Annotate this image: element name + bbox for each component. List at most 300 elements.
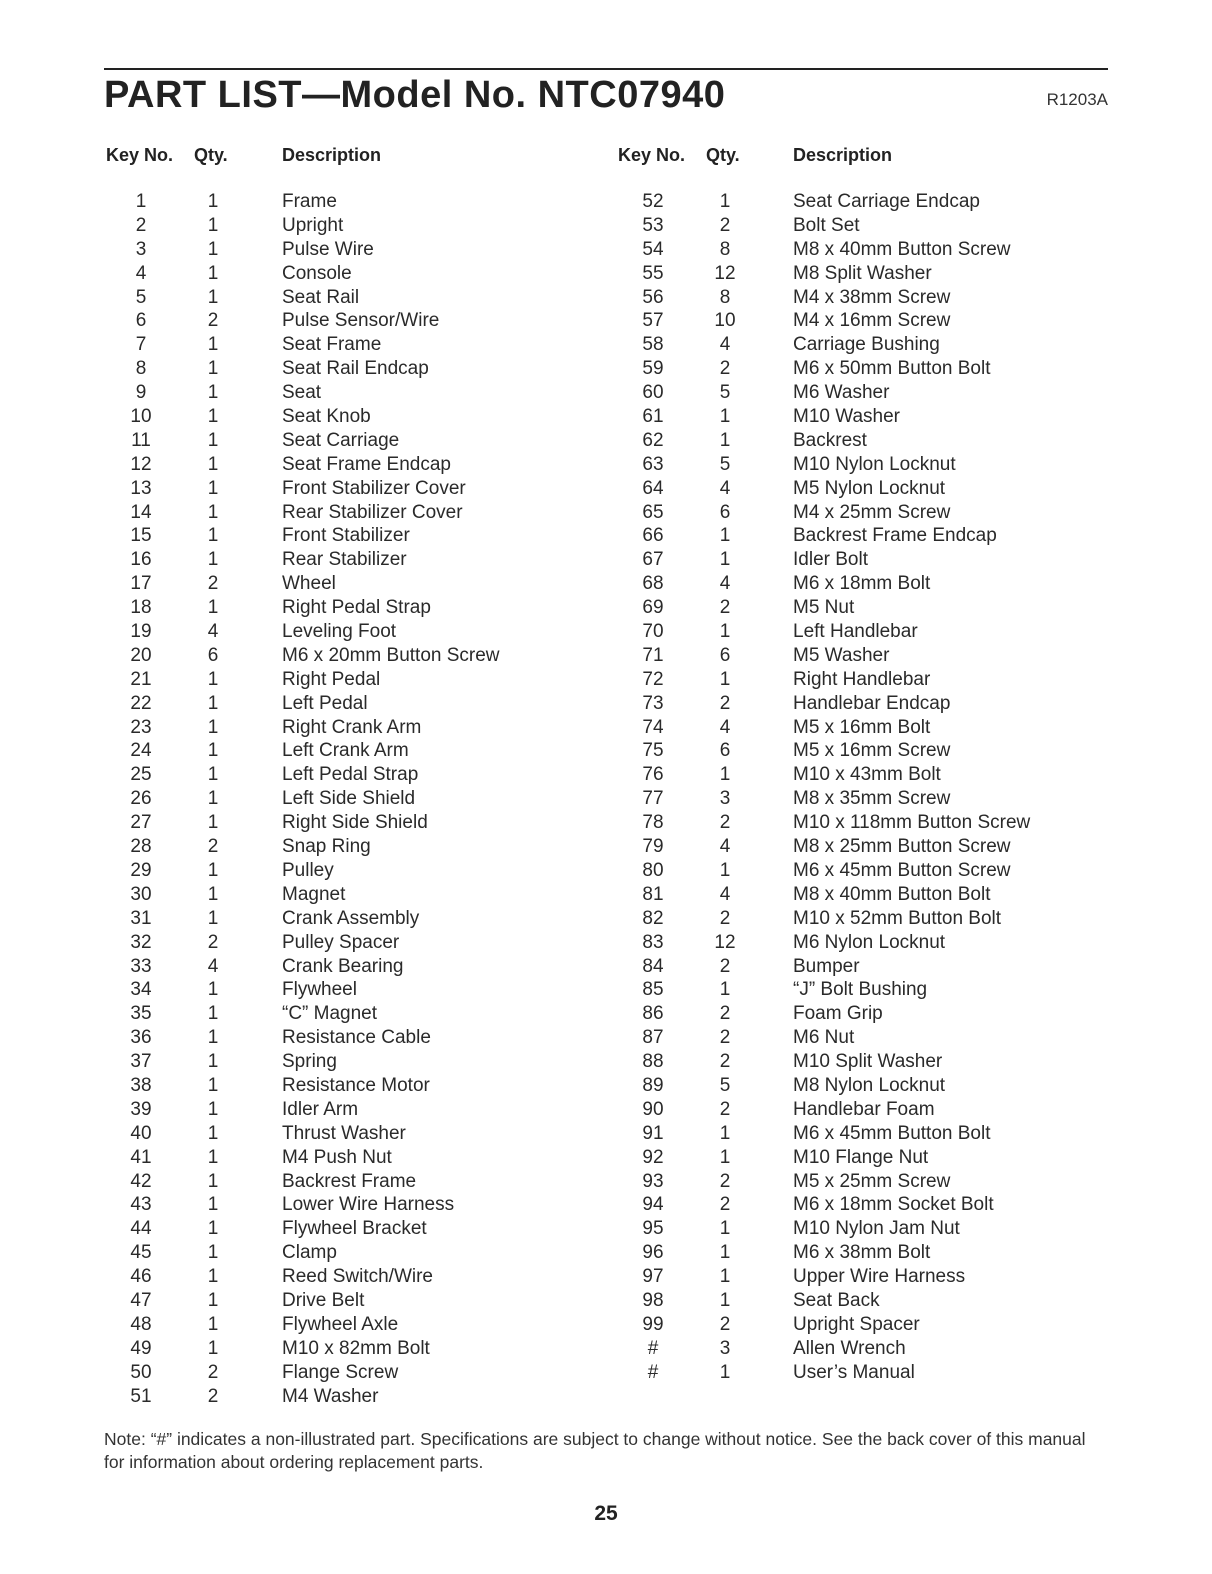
quantity: 4	[719, 334, 731, 356]
key-number: 23	[130, 716, 152, 738]
table-row	[118, 1193, 618, 1217]
key-number: 75	[642, 740, 664, 762]
part-description: Seat	[282, 382, 322, 404]
part-description: Rear Stabilizer Cover	[282, 501, 463, 523]
quantity: 4	[719, 573, 731, 595]
table-row	[630, 1074, 1130, 1098]
part-description: Flywheel Bracket	[282, 1218, 427, 1240]
key-number: 6	[135, 310, 147, 332]
table-row	[630, 1026, 1130, 1050]
part-description: M8 x 40mm Button Screw	[793, 238, 1011, 260]
key-number: 63	[642, 453, 664, 475]
quantity: 1	[207, 429, 219, 451]
part-description: Front Stabilizer	[282, 525, 410, 547]
key-number: 58	[642, 334, 664, 356]
key-number: 50	[130, 1361, 152, 1383]
part-description: Left Handlebar	[793, 621, 918, 643]
part-description: M10 x 52mm Button Bolt	[793, 907, 1002, 929]
part-description: Seat Carriage Endcap	[793, 191, 980, 212]
quantity: 1	[207, 1218, 219, 1240]
key-number: 24	[130, 740, 152, 762]
quantity: 1	[719, 549, 731, 571]
table-row	[118, 1050, 618, 1074]
key-number: 68	[642, 573, 664, 595]
table-row	[630, 931, 1130, 955]
part-description: Spring	[282, 1051, 337, 1073]
key-number: 20	[130, 644, 152, 666]
part-description: M6 Nylon Locknut	[793, 931, 946, 953]
table-row	[118, 955, 618, 979]
key-number: 14	[130, 501, 152, 523]
part-description: M10 Washer	[793, 406, 900, 428]
quantity: 1	[207, 1266, 219, 1288]
table-row	[118, 1361, 618, 1385]
table-row	[630, 1265, 1130, 1289]
quantity: 1	[719, 191, 731, 212]
table-row	[118, 405, 618, 429]
quantity: 1	[719, 525, 731, 547]
part-description: M6 x 50mm Button Bolt	[793, 358, 991, 380]
quantity: 2	[719, 1194, 731, 1216]
key-number: 40	[130, 1122, 152, 1144]
table-row	[630, 1170, 1130, 1194]
right-key-header: Key No.	[618, 145, 686, 165]
part-description: M6 x 45mm Button Bolt	[793, 1122, 991, 1144]
table-row	[630, 883, 1130, 907]
part-description: Wheel	[282, 573, 336, 595]
table-row	[630, 548, 1130, 572]
table-row	[118, 1265, 618, 1289]
table-row	[630, 835, 1130, 859]
part-description: Leveling Foot	[282, 621, 397, 643]
key-number: 81	[642, 883, 664, 905]
key-number: 93	[642, 1170, 664, 1192]
table-row	[118, 835, 618, 859]
key-number: 18	[130, 597, 152, 619]
quantity: 1	[207, 214, 219, 236]
key-number: 53	[642, 214, 664, 236]
table-row	[118, 811, 618, 835]
page-title: PART LIST—Model No. NTC07940	[104, 74, 726, 116]
part-description: M6 x 18mm Socket Bolt	[793, 1194, 994, 1216]
key-number: 37	[130, 1051, 152, 1073]
table-row	[118, 978, 618, 1002]
quantity: 6	[719, 740, 731, 762]
key-number: 30	[130, 883, 152, 905]
table-row	[630, 859, 1130, 883]
key-number: 82	[642, 907, 664, 929]
table-row	[630, 1193, 1130, 1217]
key-number: 66	[642, 525, 664, 547]
key-number: 79	[642, 836, 664, 858]
part-description: Drive Belt	[282, 1289, 365, 1311]
quantity: 2	[207, 573, 219, 595]
quantity: 2	[207, 310, 219, 332]
part-description: Flywheel	[282, 979, 357, 1001]
table-row	[630, 692, 1130, 716]
table-row	[118, 1002, 618, 1026]
table-row	[630, 1313, 1130, 1337]
page-number: 25	[594, 1502, 618, 1525]
quantity: 12	[714, 262, 736, 284]
quantity: 1	[207, 1051, 219, 1073]
part-description: Seat Back	[793, 1289, 880, 1311]
key-number: 17	[130, 573, 152, 595]
table-row	[630, 739, 1130, 763]
quantity: 1	[207, 525, 219, 547]
part-description: M6 x 45mm Button Screw	[793, 859, 1011, 881]
part-description: Upper Wire Harness	[793, 1266, 966, 1288]
table-row	[118, 477, 618, 501]
quantity: 2	[719, 1003, 731, 1025]
table-row	[630, 787, 1130, 811]
quantity: 1	[207, 1242, 219, 1264]
table-row	[118, 214, 618, 238]
part-description: Backrest Frame	[282, 1170, 417, 1192]
quantity: 8	[719, 286, 731, 308]
table-row	[118, 381, 618, 405]
part-description: Seat Carriage	[282, 429, 400, 451]
table-row	[118, 1313, 618, 1337]
table-row	[630, 1289, 1130, 1313]
key-number: 9	[135, 382, 147, 404]
part-description: Pulley Spacer	[282, 931, 400, 953]
table-row	[630, 501, 1130, 525]
key-number: 84	[642, 955, 664, 977]
part-description: Backrest	[793, 429, 867, 451]
quantity: 6	[207, 644, 219, 666]
table-row	[118, 1170, 618, 1194]
quantity: 2	[719, 907, 731, 929]
part-description: M8 Split Washer	[793, 262, 932, 284]
key-number: 99	[642, 1313, 664, 1335]
part-description: Left Pedal	[282, 692, 368, 714]
quantity: 10	[714, 310, 736, 332]
quantity: 1	[207, 1194, 219, 1216]
part-description: M10 x 43mm Bolt	[793, 764, 941, 786]
part-description: M6 Washer	[793, 382, 890, 404]
quantity: 1	[207, 788, 219, 810]
table-row	[630, 1098, 1130, 1122]
quantity: 1	[207, 334, 219, 356]
right-description-header: Description	[793, 145, 893, 165]
part-description: M5 Nut	[793, 597, 855, 619]
part-description: Right Side Shield	[282, 812, 428, 834]
quantity: 1	[207, 668, 219, 690]
quantity: 1	[719, 1122, 731, 1144]
footnote: Note: “#” indicates a non-illustrated part. Specifications are subject to change without notice. See the back cover of this manual for information about ordering replacement parts.	[104, 1429, 1086, 1472]
table-row	[630, 1050, 1130, 1074]
table-row	[630, 190, 1130, 214]
left-description-header: Description	[282, 145, 382, 165]
quantity: 1	[207, 1289, 219, 1311]
key-number: 45	[130, 1242, 152, 1264]
key-number: 55	[642, 262, 664, 284]
key-number: 43	[130, 1194, 152, 1216]
document-code: R1203A	[1046, 90, 1108, 109]
part-description: M4 x 38mm Screw	[793, 286, 951, 308]
key-number: 51	[130, 1385, 152, 1407]
part-description: Left Pedal Strap	[282, 764, 419, 786]
part-description: Lower Wire Harness	[282, 1194, 455, 1216]
quantity: 1	[207, 406, 219, 428]
part-description: M8 x 35mm Screw	[793, 788, 951, 810]
quantity: 1	[207, 1146, 219, 1168]
part-description: Right Pedal	[282, 668, 381, 690]
quantity: 4	[719, 716, 731, 738]
quantity: 1	[207, 716, 219, 738]
key-number: 10	[130, 406, 152, 428]
table-row	[630, 238, 1130, 262]
key-number: 80	[642, 859, 664, 881]
quantity: 2	[719, 597, 731, 619]
key-number: 67	[642, 549, 664, 571]
key-number: 42	[130, 1170, 152, 1192]
table-row	[118, 453, 618, 477]
key-number: 94	[642, 1194, 664, 1216]
part-description: Idler Bolt	[793, 549, 868, 571]
quantity: 1	[207, 597, 219, 619]
table-row	[118, 1122, 618, 1146]
quantity: 1	[207, 1098, 219, 1120]
part-description: Backrest Frame Endcap	[793, 525, 997, 547]
table-row	[118, 501, 618, 525]
key-number: 74	[642, 716, 664, 738]
quantity: 1	[207, 191, 219, 212]
quantity: 1	[207, 1122, 219, 1144]
quantity: 1	[207, 1170, 219, 1192]
table-row	[118, 716, 618, 740]
part-description: M5 Washer	[793, 644, 890, 666]
table-row	[118, 907, 618, 931]
table-row	[118, 1217, 618, 1241]
part-description: M5 x 25mm Screw	[793, 1170, 951, 1192]
right-parts-table	[630, 190, 1130, 1385]
part-description: M4 x 25mm Screw	[793, 501, 951, 523]
quantity: 1	[207, 692, 219, 714]
part-description: Clamp	[282, 1242, 337, 1264]
key-number: 36	[130, 1027, 152, 1049]
part-description: Handlebar Endcap	[793, 692, 951, 714]
quantity: 1	[719, 1289, 731, 1311]
part-description: Right Pedal Strap	[282, 597, 431, 619]
part-description: M10 x 118mm Button Screw	[793, 812, 1031, 834]
table-row	[118, 763, 618, 787]
quantity: 5	[719, 453, 731, 475]
table-row	[118, 238, 618, 262]
key-number: 60	[642, 382, 664, 404]
key-number: 25	[130, 764, 152, 786]
key-number: 97	[642, 1266, 664, 1288]
key-number: 72	[642, 668, 664, 690]
key-number: 89	[642, 1074, 664, 1096]
quantity: 1	[207, 453, 219, 475]
part-description: M4 x 16mm Screw	[793, 310, 951, 332]
key-number: 96	[642, 1242, 664, 1264]
table-row	[118, 644, 618, 668]
table-row	[630, 309, 1130, 333]
key-number: 52	[642, 191, 664, 212]
part-description: M10 Flange Nut	[793, 1146, 929, 1168]
table-row	[118, 1289, 618, 1313]
key-number: 76	[642, 764, 664, 786]
part-description: Upright Spacer	[793, 1313, 920, 1335]
part-description: Pulse Wire	[282, 238, 374, 260]
key-number: 64	[642, 477, 664, 499]
quantity: 2	[719, 692, 731, 714]
key-number: 65	[642, 501, 664, 523]
left-qty-header: Qty.	[194, 145, 228, 165]
key-number: 57	[642, 310, 664, 332]
quantity: 4	[719, 883, 731, 905]
key-number: 73	[642, 692, 664, 714]
key-number: 12	[130, 453, 152, 475]
table-row	[630, 1002, 1130, 1026]
part-description: “C” Magnet	[282, 1003, 378, 1025]
quantity: 1	[207, 501, 219, 523]
table-row	[630, 262, 1130, 286]
key-number: 98	[642, 1289, 664, 1311]
part-description: Upright	[282, 214, 344, 236]
key-number: 61	[642, 406, 664, 428]
key-number: 32	[130, 931, 152, 953]
key-number: 11	[131, 429, 151, 451]
key-number: 38	[130, 1074, 152, 1096]
quantity: 1	[207, 358, 219, 380]
quantity: 2	[719, 1027, 731, 1049]
table-row	[118, 429, 618, 453]
part-description: M10 x 82mm Bolt	[282, 1337, 430, 1359]
quantity: 1	[207, 907, 219, 929]
key-number: 86	[642, 1003, 664, 1025]
table-row	[630, 955, 1130, 979]
key-number: 88	[642, 1051, 664, 1073]
key-number: 2	[135, 214, 147, 236]
key-number: #	[647, 1337, 659, 1359]
table-row	[118, 190, 618, 214]
key-number: 33	[130, 955, 152, 977]
key-number: 69	[642, 597, 664, 619]
part-description: Crank Bearing	[282, 955, 404, 977]
quantity: 2	[719, 1098, 731, 1120]
part-description: Right Crank Arm	[282, 716, 422, 738]
quantity: 1	[719, 1242, 731, 1264]
part-description: Right Handlebar	[793, 668, 931, 690]
part-description: Bolt Set	[793, 214, 860, 236]
quantity: 2	[207, 1361, 219, 1383]
quantity: 1	[207, 1337, 219, 1359]
quantity: 6	[719, 644, 731, 666]
table-row	[630, 524, 1130, 548]
quantity: 4	[719, 477, 731, 499]
table-row	[630, 644, 1130, 668]
quantity: 1	[719, 1361, 731, 1383]
quantity: 2	[719, 1170, 731, 1192]
table-row	[118, 620, 618, 644]
key-number: 90	[642, 1098, 664, 1120]
key-number: 8	[135, 358, 147, 380]
key-number: 92	[642, 1146, 664, 1168]
part-description: Seat Frame Endcap	[282, 453, 451, 475]
key-number: 22	[130, 692, 152, 714]
part-description: Resistance Cable	[282, 1027, 431, 1049]
part-description: Carriage Bushing	[793, 334, 940, 356]
quantity: 1	[719, 429, 731, 451]
quantity: 1	[207, 1313, 219, 1335]
table-row	[118, 668, 618, 692]
part-description: M8 Nylon Locknut	[793, 1074, 946, 1096]
table-row	[118, 692, 618, 716]
table-row	[630, 1217, 1130, 1241]
key-number: 19	[130, 621, 152, 643]
table-row	[630, 716, 1130, 740]
part-description: Frame	[282, 191, 337, 212]
part-description: Left Crank Arm	[282, 740, 409, 762]
quantity: 2	[719, 214, 731, 236]
quantity: 1	[719, 1146, 731, 1168]
quantity: 1	[719, 979, 731, 1001]
key-number: 95	[642, 1218, 664, 1240]
table-row	[118, 1241, 618, 1265]
part-description: Idler Arm	[282, 1098, 359, 1120]
part-description: Reed Switch/Wire	[282, 1266, 433, 1288]
quantity: 2	[719, 358, 731, 380]
key-number: 70	[642, 621, 664, 643]
key-number: 59	[642, 358, 664, 380]
key-number: 91	[642, 1122, 664, 1144]
table-row	[118, 1337, 618, 1361]
table-row	[118, 787, 618, 811]
part-description: Left Side Shield	[282, 788, 416, 810]
key-number: 41	[130, 1146, 152, 1168]
part-description: M10 Nylon Jam Nut	[793, 1218, 960, 1240]
quantity: 1	[207, 812, 219, 834]
table-row	[118, 859, 618, 883]
part-description: M6 x 18mm Bolt	[793, 573, 931, 595]
part-description: Rear Stabilizer	[282, 549, 407, 571]
key-number: 71	[642, 644, 664, 666]
key-number: 83	[642, 931, 664, 953]
table-row	[630, 333, 1130, 357]
quantity: 2	[719, 812, 731, 834]
key-number: 49	[130, 1337, 152, 1359]
table-row	[118, 739, 618, 763]
part-description: Seat Knob	[282, 406, 371, 428]
quantity: 4	[207, 621, 219, 643]
quantity: 1	[207, 1003, 219, 1025]
key-number: 77	[642, 788, 664, 810]
table-row	[630, 763, 1130, 787]
table-row	[118, 931, 618, 955]
part-description: Resistance Motor	[282, 1074, 430, 1096]
table-row	[630, 620, 1130, 644]
quantity: 2	[719, 1051, 731, 1073]
key-number: 48	[130, 1313, 152, 1335]
quantity: 3	[719, 1337, 731, 1359]
table-row	[630, 978, 1130, 1002]
table-row	[630, 1361, 1130, 1385]
key-number: 29	[130, 859, 152, 881]
quantity: 1	[207, 883, 219, 905]
table-row	[118, 1074, 618, 1098]
key-number: 56	[642, 286, 664, 308]
table-row	[118, 572, 618, 596]
key-number: 21	[130, 668, 152, 690]
quantity: 2	[207, 836, 219, 858]
quantity: 1	[207, 477, 219, 499]
part-description: M4 Push Nut	[282, 1146, 392, 1168]
quantity: 8	[719, 238, 731, 260]
